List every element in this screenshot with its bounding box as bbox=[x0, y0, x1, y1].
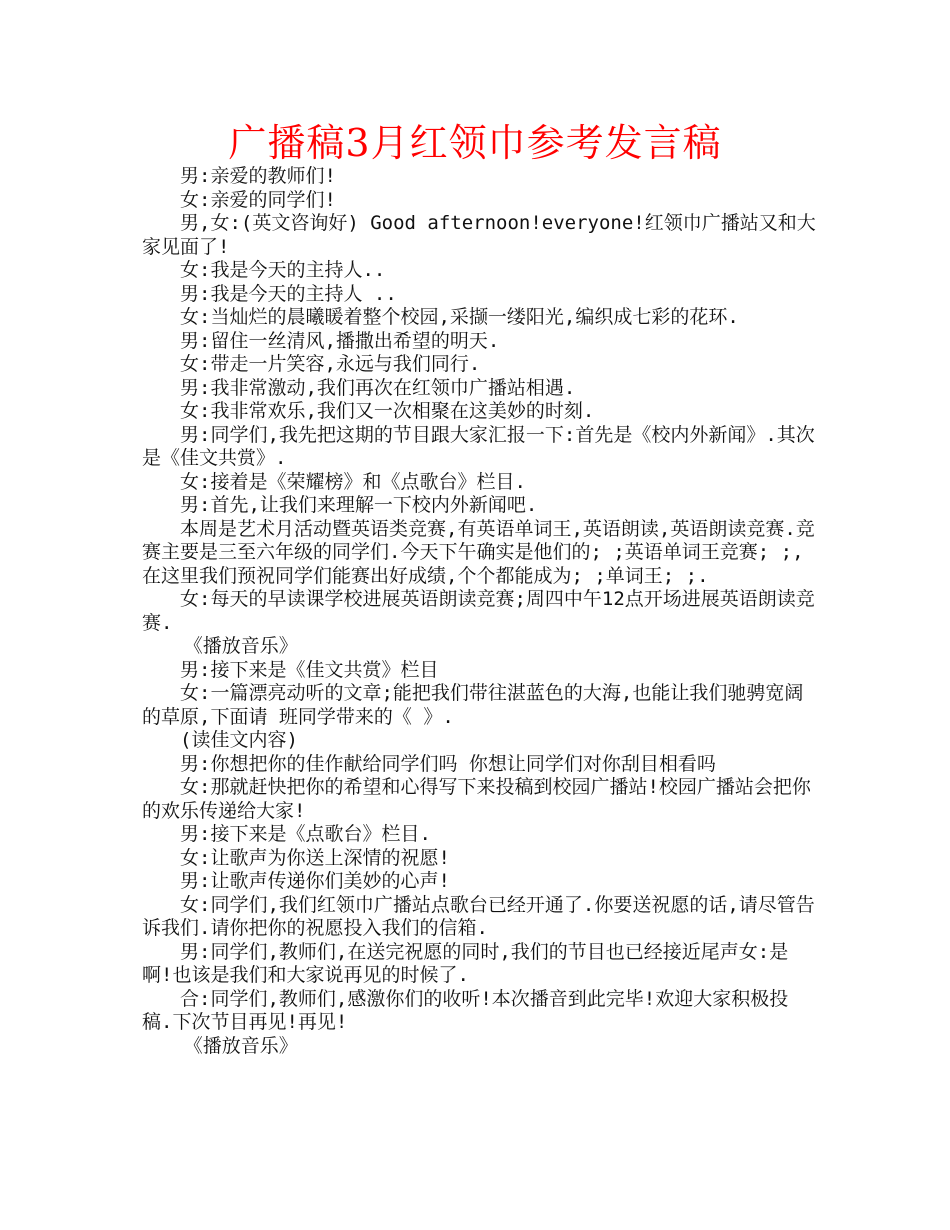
paragraph: 男:我非常激动,我们再次在红领巾广播站相遇. bbox=[180, 376, 576, 399]
stage-direction: 《播放音乐》 bbox=[183, 635, 298, 657]
stage-direction: 《播放音乐》 bbox=[183, 1034, 298, 1057]
paragraph: 男:接下来是《点歌台》栏目. bbox=[180, 823, 431, 845]
paragraph: 男,女:(英文咨询好) Good afternoon!everyone!红领巾广播站又和大家见面了! bbox=[142, 212, 816, 258]
paragraph: 女:当灿烂的晨曦暖着整个校园,采撷一缕阳光,编织成七彩的花环. bbox=[180, 306, 739, 328]
paragraph: 女:每天的早读课学校进展英语朗读竞赛;周四中午12点开场进展英语朗读竞赛. bbox=[142, 588, 815, 634]
paragraph: 女:一篇漂亮动听的文章;能把我们带往湛蓝色的大海,也能让我们驰骋宽阔的草原,下面请 班同学带来的《 》. bbox=[142, 682, 804, 728]
document-body bbox=[142, 165, 817, 1058]
paragraph: 男:首先,让我们来理解一下校内外新闻吧. bbox=[180, 494, 538, 516]
paragraph: 男:你想把你的佳作献给同学们吗 你想让同学们对你刮目相看吗 bbox=[180, 752, 716, 775]
paragraph: 男:同学们,教师们,在送完祝愿的同时,我们的节目也已经接近尾声女:是啊!也该是我们和大家说再见的时候了. bbox=[142, 940, 789, 986]
paragraph: 女:我非常欢乐,我们又一次相聚在这美妙的时刻. bbox=[180, 400, 595, 422]
paragraph: 男:留住一丝清风,播撒出希望的明天. bbox=[180, 329, 500, 352]
stage-direction: (读佳文内容) bbox=[180, 729, 298, 751]
paragraph: 女:接着是《荣耀榜》和《点歌台》栏目. bbox=[180, 470, 526, 493]
paragraph: 女:我是今天的主持人.. bbox=[180, 259, 386, 281]
paragraph: 本周是艺术月活动暨英语类竞赛,有英语单词王,英语朗读,英语朗读竞赛.竞赛主要是三至六年级的同学们.今天下午确实是他们的; ;英语单词王竞赛; ;,在这里我们预祝同学们能赛出好成绩,个个都能成为; ;单词王; ;. bbox=[142, 517, 815, 587]
paragraph: 男:让歌声传递你们美妙的心声! bbox=[180, 870, 450, 892]
paragraph: 男:我是今天的主持人 .. bbox=[180, 282, 397, 305]
paragraph: 男:亲爱的教师们! bbox=[180, 165, 336, 187]
paragraph: 女:亲爱的同学们! bbox=[180, 188, 336, 211]
paragraph: 女:带走一片笑容,永远与我们同行. bbox=[180, 353, 481, 375]
paragraph: 合:同学们,教师们,感激你们的收听!本次播音到此完毕!欢迎大家积极投稿.下次节目再见!再见! bbox=[142, 987, 789, 1033]
paragraph: 女:那就赶快把你的希望和心得写下来投稿到校园广播站!校园广播站会把你的欢乐传递给大家! bbox=[142, 776, 811, 822]
paragraph: 男:接下来是《佳文共赏》栏目 bbox=[180, 658, 439, 681]
paragraph: 男:同学们,我先把这期的节目跟大家汇报一下:首先是《校内外新闻》.其次是《佳文共赏》. bbox=[142, 423, 815, 469]
paragraph: 女:同学们,我们红领巾广播站点歌台已经开通了.你要送祝愿的话,请尽管告诉我们.请你把你的祝愿投入我们的信箱. bbox=[142, 893, 815, 939]
document-title: 广播稿3月红领巾参考发言稿 bbox=[228, 121, 722, 165]
paragraph: 女:让歌声为你送上深情的祝愿! bbox=[180, 846, 450, 869]
